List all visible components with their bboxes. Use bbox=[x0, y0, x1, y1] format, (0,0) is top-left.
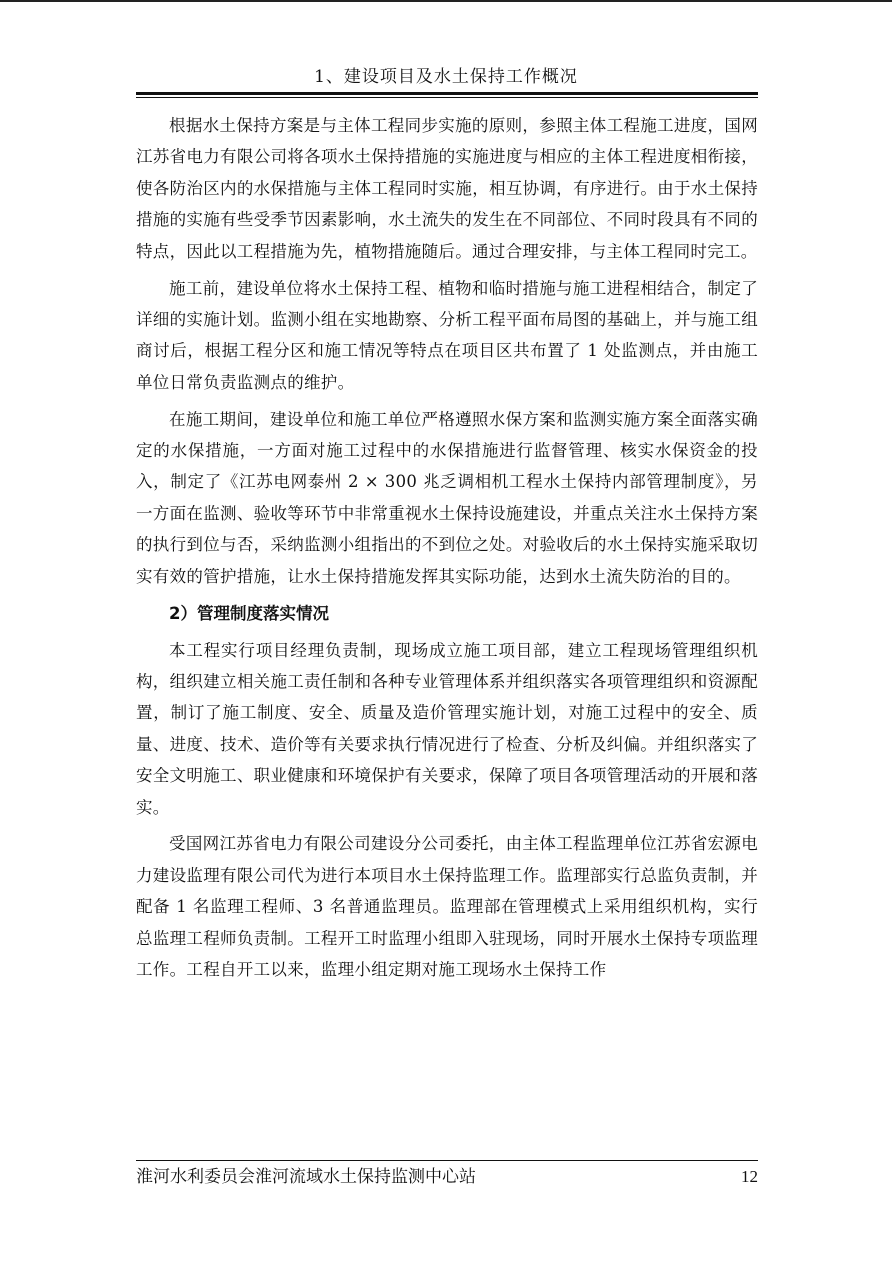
footer-organization: 淮河水利委员会淮河流域水土保持监测中心站 bbox=[136, 1167, 476, 1187]
section-heading: 2）管理制度落实情况 bbox=[169, 603, 329, 623]
section-paragraph: 本工程实行项目经理负责制，现场成立施工项目部，建立工程现场管理组织机构，组织建立相关施工责任制和各种专业管理体系并组织落实各项管理组织和资源配置，制订了施工制度、安全、质量及造价管理实施计划，对施工过程中的安全、质量、进度、技术、造价等有关要求执行情况进行了检查、分析及纠偏。并组织落实了安全文明施工、职业健康和环境保护有关要求，保障了项目各项管理活动的开展和落实。 bbox=[136, 640, 758, 817]
body-paragraph: 根据水土保持方案是与主体工程同步实施的原则，参照主体工程施工进度，国网江苏省电力有限公司将各项水土保持措施的实施进度与相应的主体工程进度相衔接，使各防治区内的水保措施与主体工程同时实施，相互协调，有序进行。由于水土保持措施的实施有些受季节因素影响，水土流失的发生在不同部位、不同时段具有不同的特点，因此以工程措施为先，植物措施随后。通过合理安排，与主体工程同时完工。 bbox=[136, 116, 758, 261]
document-body bbox=[136, 110, 758, 985]
page-number: 12 bbox=[741, 1167, 758, 1186]
body-paragraph: 施工前，建设单位将水土保持工程、植物和临时措施与施工进程相结合，制定了详细的实施计划。监测小组在实地勘察、分析工程平面布局图的基础上，并与施工组商讨后，根据工程分区和施工情况等特点在项目区共布置了 1 处监测点，并由施工单位日常负责监测点的维护。 bbox=[136, 278, 758, 392]
section-paragraph: 受国网江苏省电力有限公司建设分公司委托，由主体工程监理单位江苏省宏源电力建设监理有限公司代为进行本项目水土保持监理工作。监理部实行总监负责制，并配备 1 名监理工程师、3 名普通监理员。监理部在管理模式上采用组织机构，实行总监理工程师负责制。工程开工时监理小组即入驻现场，同时开展水土保持专项监理工作。工程自开工以来，监理小组定期对施工现场水土保持工作 bbox=[136, 834, 758, 980]
body-paragraph: 在施工期间，建设单位和施工单位严格遵照水保方案和监测实施方案全面落实确定的水保措施，一方面对施工过程中的水保措施进行监督管理、核实水保资金的投入，制定了《江苏电网泰州 2 × 300 兆乏调相机工程水土保持内部管理制度》，另一方面在监测、验收等环节中非常重视水土保持设施建设，并重点关注水土保持方案的执行到位与否，采纳监测小组指出的不到位之处。对验收后的水土保持实施采取切实有效的管护措施，让水土保持措施发挥其实际功能，达到水土流失防治的目的。 bbox=[136, 409, 758, 586]
page-header-title: 1、建设项目及水土保持工作概况 bbox=[314, 67, 578, 87]
footer-rule bbox=[136, 1160, 758, 1161]
page-top-border bbox=[0, 0, 892, 2]
header-rule-thick bbox=[136, 92, 758, 95]
header-rule-thin bbox=[136, 97, 758, 98]
